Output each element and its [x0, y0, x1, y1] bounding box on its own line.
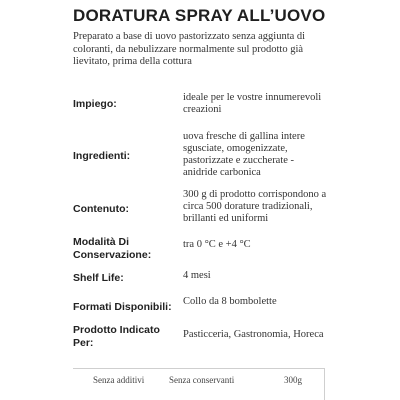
spec-value: 4 mesi: [183, 270, 211, 281]
footer-divider-line: [73, 368, 325, 369]
footer-tag-no-additives: Senza additivi: [93, 375, 145, 385]
footer-weight: 300g: [284, 375, 302, 385]
spec-label: Contenuto:: [73, 203, 129, 215]
spec-label: Modalità Di Conservazione:: [73, 236, 152, 261]
page-title: DORATURA SPRAY ALL’UOVO: [73, 6, 326, 25]
spec-value: Collo da 8 bombolette: [183, 296, 277, 307]
spec-label: Impiego:: [73, 98, 117, 110]
spec-value: uova fresche di gallina intere sgusciate, omogenizzate, pastorizzate e zuccherate - anidride carbonica: [183, 131, 305, 178]
spec-value: Pasticceria, Gastronomia, Horeca: [183, 329, 324, 340]
spec-label: Ingredienti:: [73, 150, 131, 162]
spec-label: Prodotto Indicato Per:: [73, 324, 160, 349]
spec-value: ideale per le vostre innumerevoli creazioni: [183, 92, 322, 115]
spec-label: Shelf Life:: [73, 272, 124, 284]
footer-vertical-divider: [324, 368, 325, 400]
spec-value: tra 0 °C e +4 °C: [183, 239, 251, 250]
product-description: Preparato a base di uovo pastorizzato senza aggiunta di coloranti, da nebulizzare normalmente sul prodotto già lievitato, prima della cottura: [73, 31, 306, 67]
footer-tag-no-preservatives: Senza conservanti: [169, 375, 235, 385]
spec-value: 300 g di prodotto corrispondono a circa 500 dorature tradizionali, brillanti ed uniformi: [183, 189, 327, 224]
spec-label: Formati Disponibili:: [73, 301, 172, 313]
